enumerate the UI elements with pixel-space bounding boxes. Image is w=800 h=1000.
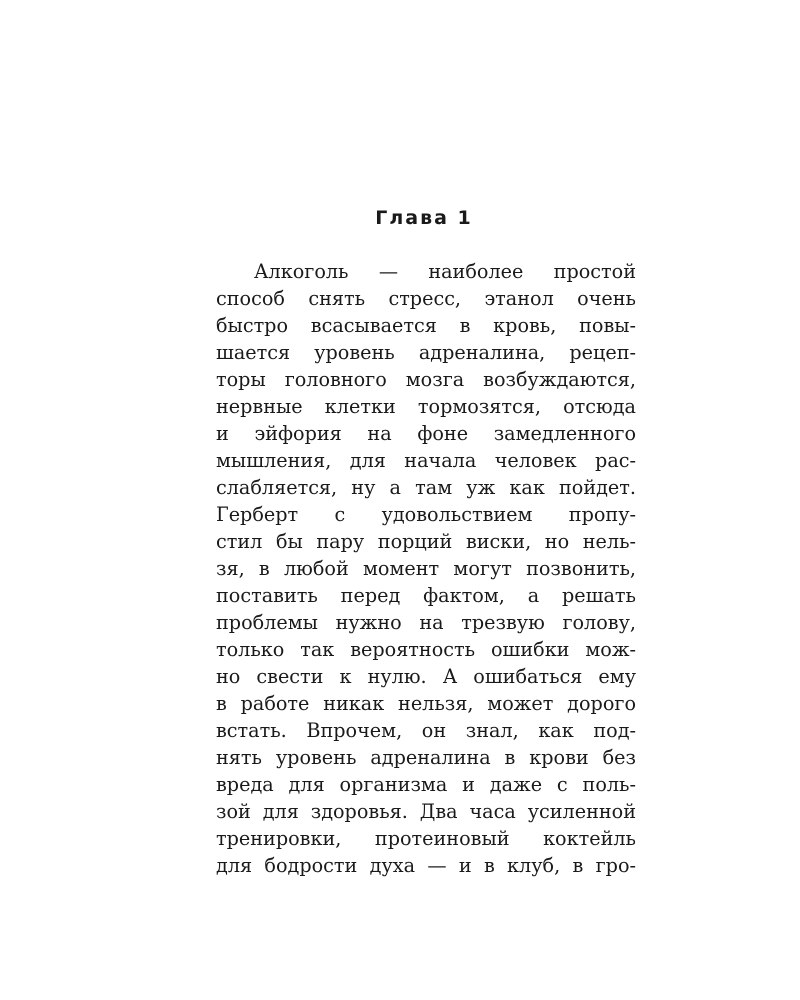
text-line: но свести к нулю. А ошибаться ему [216, 665, 636, 688]
text-line: слабляется, ну а там уж как пойдет. [216, 476, 636, 499]
body-text [216, 258, 636, 879]
text-line: шается уровень адреналина, рецеп- [216, 341, 636, 364]
chapter-title: Глава 1 [375, 207, 473, 229]
text-line: для бодрости духа — и в клуб, в гро- [216, 854, 636, 877]
text-line: способ снять стресс, этанол очень [216, 287, 636, 310]
text-line: проблемы нужно на трезвую голову, [216, 611, 636, 634]
text-line: вреда для организма и даже с поль- [216, 773, 636, 796]
text-line: зя, в любой момент могут позвонить, [216, 557, 636, 580]
text-line: в работе никак нельзя, может дорого [216, 692, 636, 715]
text-line: нервные клетки тормозятся, отсюда [216, 395, 636, 418]
text-line: мышления, для начала человек рас- [216, 449, 636, 472]
text-line: Алкоголь — наиболее простой [254, 260, 636, 283]
text-line: только так вероятность ошибки мож- [216, 638, 636, 661]
text-line: стил бы пару порций виски, но нель- [216, 530, 636, 553]
text-line: Герберт с удовольствием пропу- [216, 503, 636, 526]
text-line: нять уровень адреналина в крови без [216, 746, 636, 769]
text-line: поставить перед фактом, а решать [216, 584, 636, 607]
text-line: торы головного мозга возбуждаются, [216, 368, 636, 391]
text-line: быстро всасывается в кровь, повы- [216, 314, 636, 337]
text-line: тренировки, протеиновый коктейль [216, 827, 636, 850]
text-line: зой для здоровья. Два часа усиленной [216, 800, 636, 823]
text-line: и эйфория на фоне замедленного [216, 422, 636, 445]
text-line: встать. Впрочем, он знал, как под- [216, 719, 636, 742]
